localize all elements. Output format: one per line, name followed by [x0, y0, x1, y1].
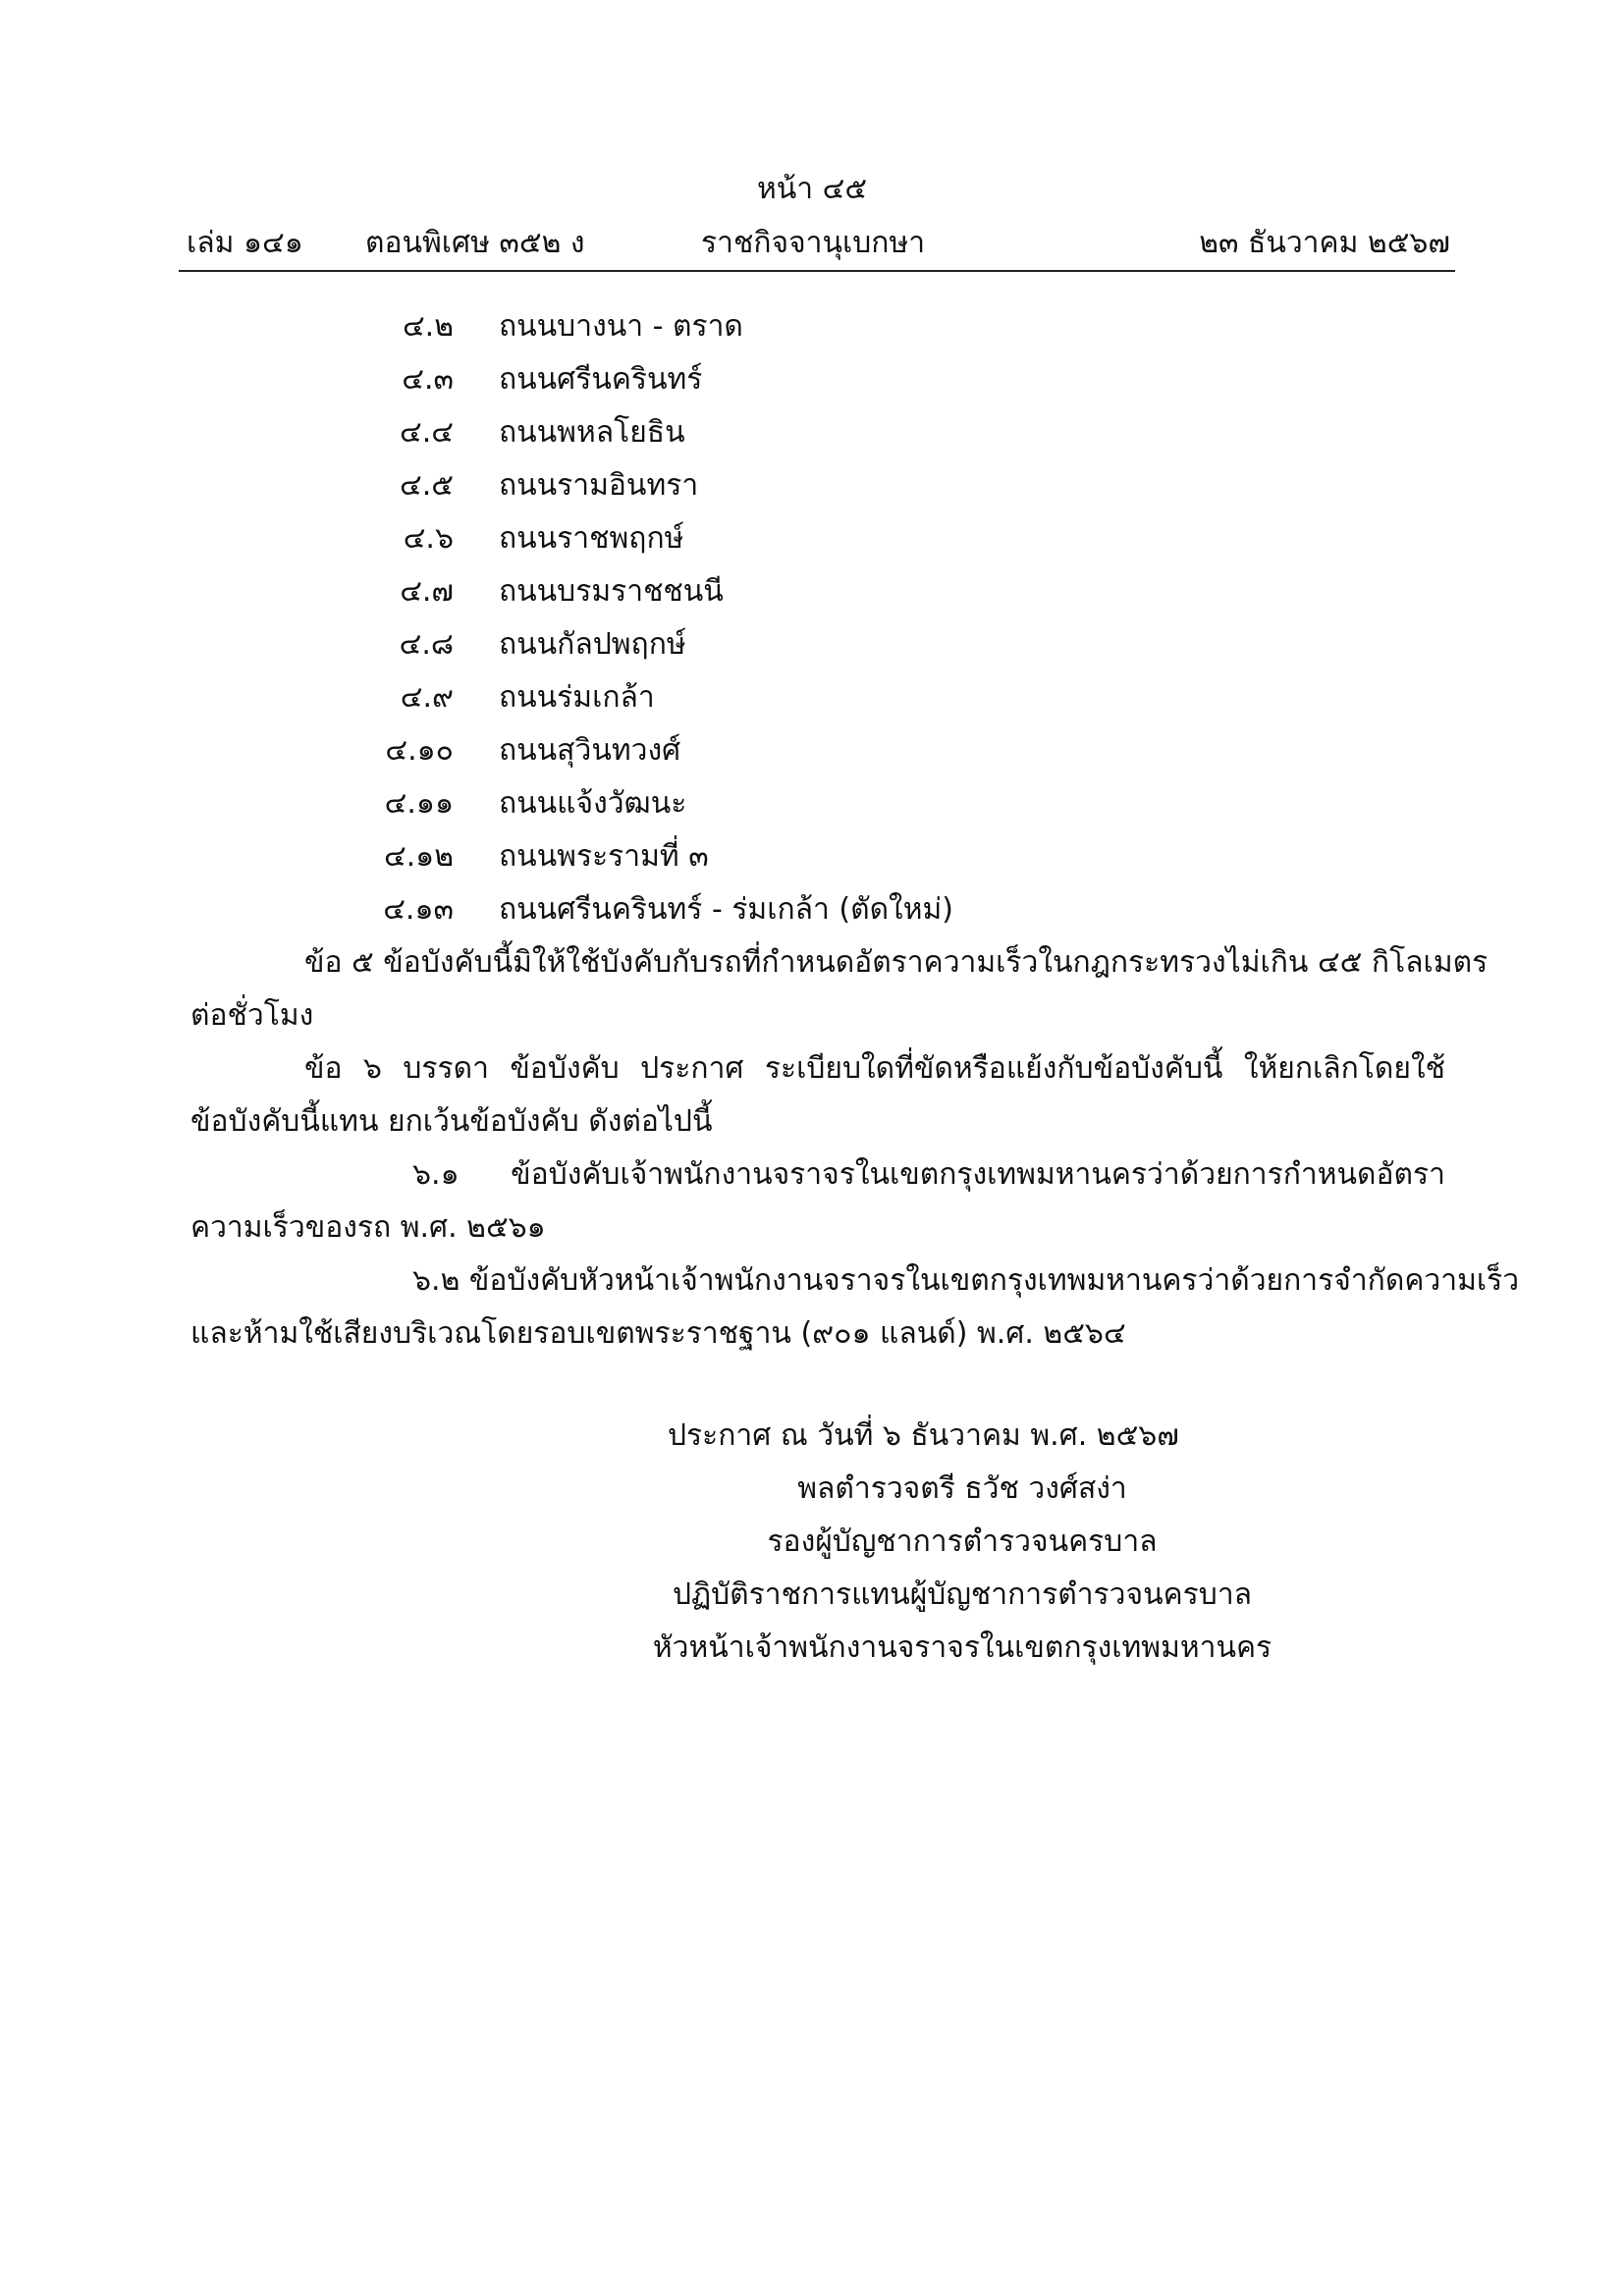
road-name: ถนนศรีนครินทร์ - ร่มเกล้า (ตัดใหม่)	[499, 892, 953, 927]
road-number: ๔.๗	[400, 574, 454, 609]
road-number: ๔.๙	[400, 680, 454, 715]
road-name: ถนนศรีนครินทร์	[499, 362, 703, 397]
road-name: ถนนแจ้งวัฒนะ	[499, 786, 687, 821]
signatory-authority: หัวหน้าเจ้าพนักงานจราจรในเขตกรุงเทพมหานคร	[652, 1630, 1272, 1665]
road-name: ถนนกัลปพฤกษ์	[499, 627, 686, 662]
road-name: ถนนรามอินทรา	[499, 468, 699, 503]
road-number: ๔.๖	[403, 521, 454, 556]
road-number: ๔.๒	[402, 309, 454, 344]
header-divider	[179, 270, 1455, 272]
road-name: ถนนสุวินทวงศ์	[499, 733, 681, 768]
road-number: ๔.๑๑	[384, 786, 454, 821]
road-name: ถนนบรมราชชนนี	[499, 574, 724, 609]
road-name: ถนนพระรามที่ ๓	[499, 839, 709, 874]
gazette-volume: เล่ม ๑๔๑	[187, 226, 303, 260]
signatory-position: รองผู้บัญชาการตำรวจนครบาล	[767, 1524, 1158, 1559]
road-number: ๔.๑๓	[383, 892, 454, 927]
page-number: หน้า ๔๕	[756, 172, 868, 206]
gazette-name: ราชกิจจานุเบกษา	[701, 226, 926, 260]
signatory-acting-role: ปฏิบัติราชการแทนผู้บัญชาการตำรวจนครบาล	[672, 1577, 1253, 1612]
road-name: ถนนราชพฤกษ์	[499, 521, 684, 556]
clause-5-line-2: ต่อชั่วโมง	[190, 998, 314, 1033]
gazette-section: ตอนพิเศษ ๓๕๒ ง	[365, 226, 585, 260]
road-name: ถนนบางนา - ตราด	[499, 309, 743, 344]
signatory-name: พลตำรวจตรี ธวัช วงศ์สง่า	[797, 1471, 1127, 1506]
road-name: ถนนร่มเกล้า	[499, 680, 655, 715]
road-number: ๔.๔	[400, 415, 454, 450]
clause-6-2-line-1: ๖.๒ ข้อบังคับหัวหน้าเจ้าพนักงานจราจรในเขตกรุงเทพมหานครว่าด้วยการจำกัดความเร็ว	[412, 1263, 1520, 1298]
clause-6-line-1: ข้อ ๖ บรรดา ข้อบังคับ ประกาศ ระเบียบใดที่ขัดหรือแย้งกับข้อบังคับนี้ ให้ยกเลิกโดยใช้	[304, 1051, 1445, 1086]
road-number: ๔.๑๒	[383, 839, 454, 874]
clause-6-1-line-1: ๖.๑ ข้อบังคับเจ้าพนักงานจราจรในเขตกรุงเทพมหานครว่าด้วยการกำหนดอัตรา	[412, 1157, 1445, 1192]
road-name: ถนนพหลโยธิน	[499, 415, 685, 450]
road-number: ๔.๘	[399, 627, 454, 662]
road-number: ๔.๓	[402, 362, 454, 397]
clause-5-line-1: ข้อ ๕ ข้อบังคับนี้มิให้ใช้บังคับกับรถที่กำหนดอัตราความเร็วในกฎกระทรวงไม่เกิน ๔๕ กิโลเมตร	[304, 945, 1489, 980]
announcement-date: ประกาศ ณ วันที่ ๖ ธันวาคม พ.ศ. ๒๕๖๗	[668, 1418, 1179, 1453]
clause-6-line-2: ข้อบังคับนี้แทน ยกเว้นข้อบังคับ ดังต่อไปนี้	[190, 1104, 713, 1139]
clause-6-1-line-2: ความเร็วของรถ พ.ศ. ๒๕๖๑	[190, 1210, 546, 1245]
road-number: ๔.๑๐	[385, 733, 454, 768]
gazette-date: ๒๓ ธันวาคม ๒๕๖๗	[1199, 226, 1450, 260]
road-number: ๔.๕	[400, 468, 454, 503]
clause-6-2-line-2: และห้ามใช้เสียงบริเวณโดยรอบเขตพระราชฐาน (๙๐๑ แลนด์) พ.ศ. ๒๕๖๔	[190, 1316, 1126, 1351]
